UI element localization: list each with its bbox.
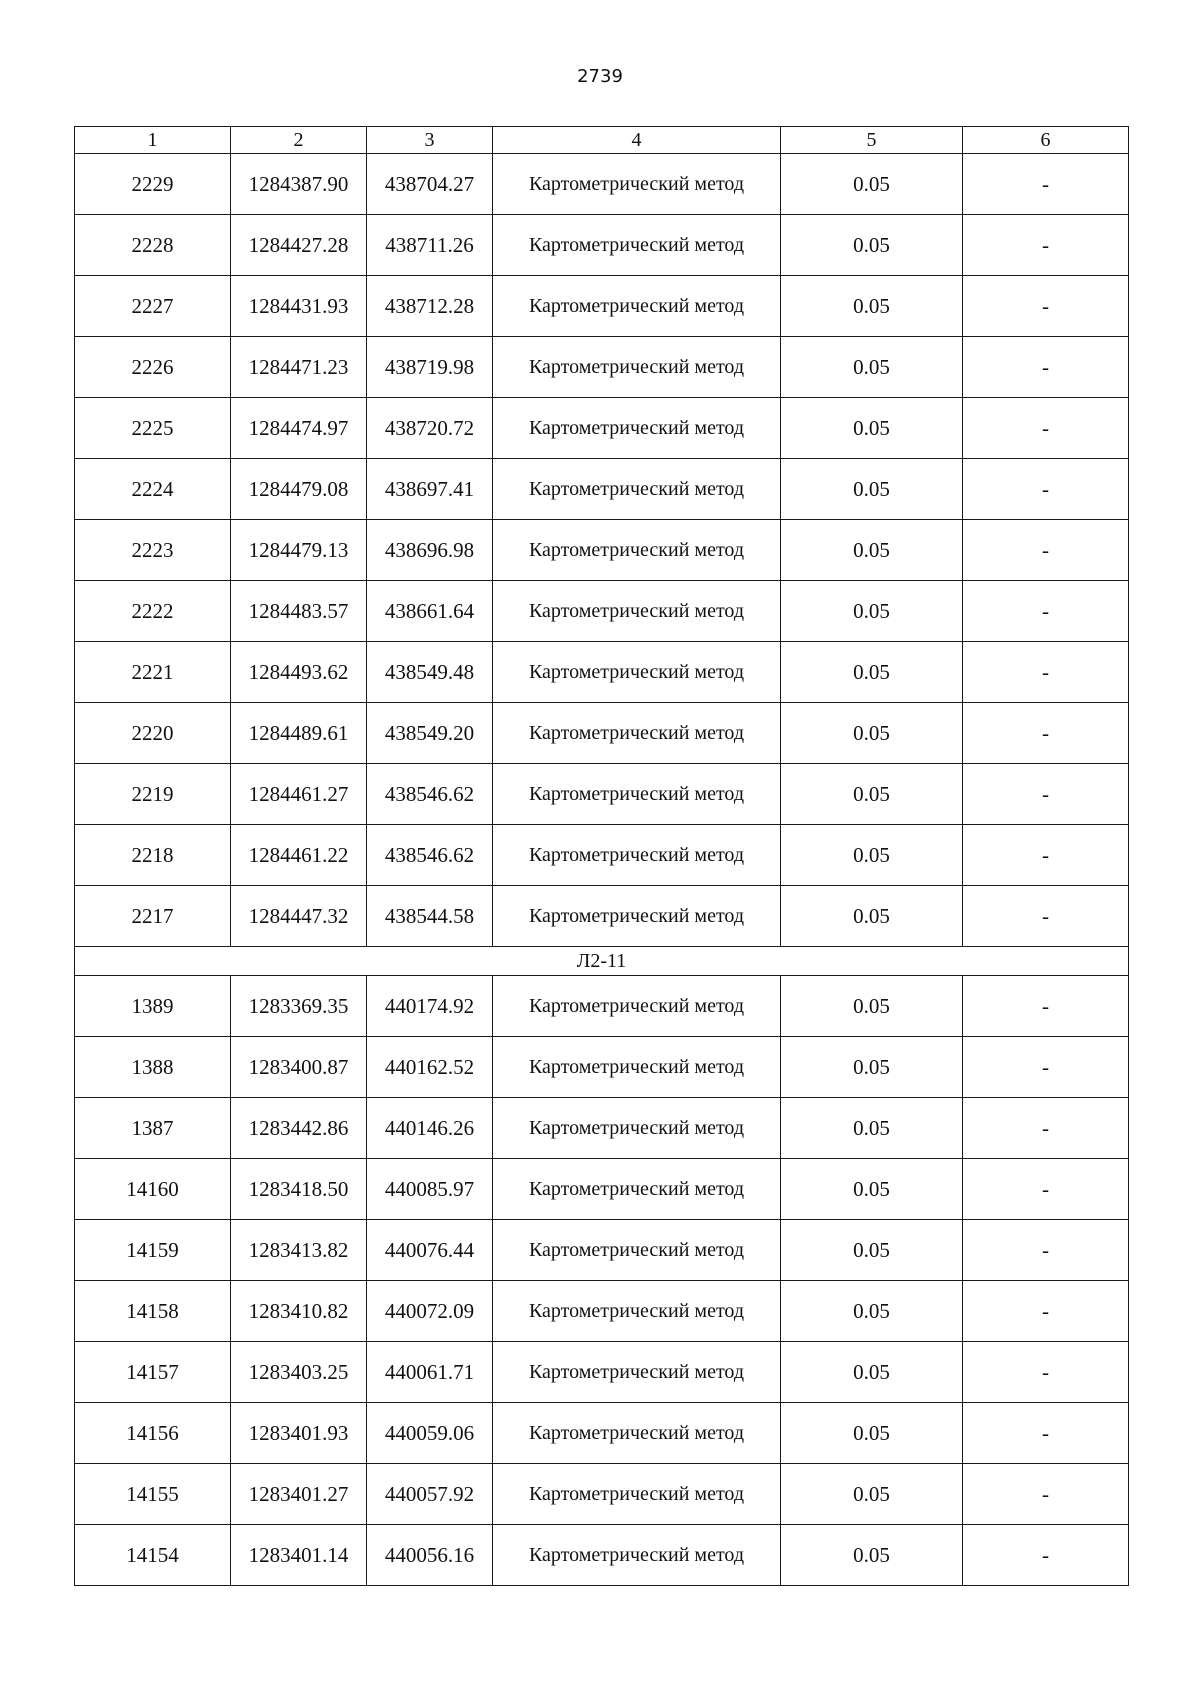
cell-point-number: 14156	[75, 1403, 231, 1464]
table-row	[75, 276, 1129, 337]
cell-point-number: 2225	[75, 398, 231, 459]
column-header: 2	[231, 127, 367, 154]
cell-note: -	[963, 459, 1129, 520]
cell-accuracy: 0.05	[781, 1220, 963, 1281]
cell-note: -	[963, 1403, 1129, 1464]
cell-point-number: 2219	[75, 764, 231, 825]
cell-point-number: 2218	[75, 825, 231, 886]
cell-method: Картометрический метод	[493, 276, 781, 337]
cell-x-coordinate: 1283401.14	[231, 1525, 367, 1586]
cell-method: Картометрический метод	[493, 1159, 781, 1220]
cell-method: Картометрический метод	[493, 1464, 781, 1525]
table-row	[75, 1037, 1129, 1098]
cell-note: -	[963, 520, 1129, 581]
cell-method: Картометрический метод	[493, 1098, 781, 1159]
table-row	[75, 1403, 1129, 1464]
cell-method: Картометрический метод	[493, 337, 781, 398]
cell-x-coordinate: 1283403.25	[231, 1342, 367, 1403]
table-row	[75, 1342, 1129, 1403]
cell-point-number: 14160	[75, 1159, 231, 1220]
cell-note: -	[963, 276, 1129, 337]
cell-method: Картометрический метод	[493, 886, 781, 947]
table-row	[75, 764, 1129, 825]
cell-y-coordinate: 438697.41	[367, 459, 493, 520]
cell-point-number: 2228	[75, 215, 231, 276]
cell-point-number: 14159	[75, 1220, 231, 1281]
cell-accuracy: 0.05	[781, 459, 963, 520]
cell-method: Картометрический метод	[493, 215, 781, 276]
cell-accuracy: 0.05	[781, 276, 963, 337]
cell-y-coordinate: 438712.28	[367, 276, 493, 337]
cell-note: -	[963, 1159, 1129, 1220]
cell-point-number: 2227	[75, 276, 231, 337]
cell-accuracy: 0.05	[781, 1037, 963, 1098]
cell-x-coordinate: 1283410.82	[231, 1281, 367, 1342]
cell-point-number: 2217	[75, 886, 231, 947]
cell-accuracy: 0.05	[781, 520, 963, 581]
cell-x-coordinate: 1284461.22	[231, 825, 367, 886]
table-row	[75, 1464, 1129, 1525]
cell-y-coordinate: 440085.97	[367, 1159, 493, 1220]
cell-method: Картометрический метод	[493, 398, 781, 459]
cell-accuracy: 0.05	[781, 764, 963, 825]
table-row	[75, 703, 1129, 764]
cell-accuracy: 0.05	[781, 642, 963, 703]
cell-method: Картометрический метод	[493, 581, 781, 642]
cell-x-coordinate: 1284471.23	[231, 337, 367, 398]
cell-y-coordinate: 440174.92	[367, 976, 493, 1037]
cell-accuracy: 0.05	[781, 1342, 963, 1403]
table-group-1	[75, 154, 1129, 947]
section-label: Л2-11	[75, 947, 1129, 976]
cell-method: Картометрический метод	[493, 1037, 781, 1098]
cell-method: Картометрический метод	[493, 1220, 781, 1281]
cell-y-coordinate: 438696.98	[367, 520, 493, 581]
table-row	[75, 1098, 1129, 1159]
cell-y-coordinate: 440061.71	[367, 1342, 493, 1403]
cell-x-coordinate: 1284427.28	[231, 215, 367, 276]
cell-y-coordinate: 440146.26	[367, 1098, 493, 1159]
cell-y-coordinate: 438546.62	[367, 764, 493, 825]
cell-method: Картометрический метод	[493, 1403, 781, 1464]
cell-point-number: 2222	[75, 581, 231, 642]
cell-note: -	[963, 581, 1129, 642]
cell-note: -	[963, 703, 1129, 764]
cell-y-coordinate: 438546.62	[367, 825, 493, 886]
cell-accuracy: 0.05	[781, 154, 963, 215]
cell-accuracy: 0.05	[781, 398, 963, 459]
cell-method: Картометрический метод	[493, 154, 781, 215]
cell-note: -	[963, 886, 1129, 947]
cell-note: -	[963, 1464, 1129, 1525]
cell-accuracy: 0.05	[781, 703, 963, 764]
cell-accuracy: 0.05	[781, 215, 963, 276]
cell-y-coordinate: 440057.92	[367, 1464, 493, 1525]
cell-accuracy: 0.05	[781, 1281, 963, 1342]
cell-y-coordinate: 440076.44	[367, 1220, 493, 1281]
cell-point-number: 2221	[75, 642, 231, 703]
table-row	[75, 398, 1129, 459]
cell-x-coordinate: 1283400.87	[231, 1037, 367, 1098]
cell-method: Картометрический метод	[493, 1525, 781, 1586]
table-row	[75, 581, 1129, 642]
cell-note: -	[963, 825, 1129, 886]
cell-y-coordinate: 438720.72	[367, 398, 493, 459]
cell-point-number: 14154	[75, 1525, 231, 1586]
cell-method: Картометрический метод	[493, 825, 781, 886]
table-section	[75, 947, 1129, 976]
table-group-2	[75, 976, 1129, 1586]
table-row	[75, 976, 1129, 1037]
cell-note: -	[963, 764, 1129, 825]
cell-note: -	[963, 1342, 1129, 1403]
cell-point-number: 2220	[75, 703, 231, 764]
page-number: 2739	[577, 66, 623, 87]
cell-y-coordinate: 438544.58	[367, 886, 493, 947]
table-row	[75, 886, 1129, 947]
cell-x-coordinate: 1283442.86	[231, 1098, 367, 1159]
table-row	[75, 520, 1129, 581]
column-header: 5	[781, 127, 963, 154]
column-header: 6	[963, 127, 1129, 154]
section-header-row	[75, 947, 1129, 976]
cell-note: -	[963, 154, 1129, 215]
cell-point-number: 1387	[75, 1098, 231, 1159]
cell-point-number: 2226	[75, 337, 231, 398]
cell-method: Картометрический метод	[493, 764, 781, 825]
cell-y-coordinate: 438719.98	[367, 337, 493, 398]
cell-y-coordinate: 438549.48	[367, 642, 493, 703]
cell-point-number: 1388	[75, 1037, 231, 1098]
cell-method: Картометрический метод	[493, 642, 781, 703]
table-row	[75, 1220, 1129, 1281]
table-row	[75, 1159, 1129, 1220]
table-row	[75, 1525, 1129, 1586]
cell-accuracy: 0.05	[781, 886, 963, 947]
cell-note: -	[963, 398, 1129, 459]
cell-y-coordinate: 440162.52	[367, 1037, 493, 1098]
column-header: 1	[75, 127, 231, 154]
cell-method: Картометрический метод	[493, 1281, 781, 1342]
cell-note: -	[963, 215, 1129, 276]
table-row	[75, 337, 1129, 398]
cell-point-number: 14155	[75, 1464, 231, 1525]
table-row	[75, 1281, 1129, 1342]
cell-accuracy: 0.05	[781, 1098, 963, 1159]
cell-accuracy: 0.05	[781, 1525, 963, 1586]
cell-method: Картометрический метод	[493, 1342, 781, 1403]
cell-note: -	[963, 1220, 1129, 1281]
cell-note: -	[963, 642, 1129, 703]
cell-x-coordinate: 1284461.27	[231, 764, 367, 825]
cell-accuracy: 0.05	[781, 976, 963, 1037]
cell-y-coordinate: 438661.64	[367, 581, 493, 642]
cell-x-coordinate: 1283401.93	[231, 1403, 367, 1464]
column-header: 4	[493, 127, 781, 154]
table-row	[75, 825, 1129, 886]
cell-point-number: 14158	[75, 1281, 231, 1342]
cell-point-number: 14157	[75, 1342, 231, 1403]
cell-point-number: 1389	[75, 976, 231, 1037]
cell-x-coordinate: 1284387.90	[231, 154, 367, 215]
cell-x-coordinate: 1283413.82	[231, 1220, 367, 1281]
cell-accuracy: 0.05	[781, 1403, 963, 1464]
cell-y-coordinate: 440056.16	[367, 1525, 493, 1586]
cell-x-coordinate: 1284489.61	[231, 703, 367, 764]
cell-point-number: 2223	[75, 520, 231, 581]
cell-x-coordinate: 1284493.62	[231, 642, 367, 703]
cell-y-coordinate: 438704.27	[367, 154, 493, 215]
cell-accuracy: 0.05	[781, 337, 963, 398]
cell-method: Картометрический метод	[493, 459, 781, 520]
cell-x-coordinate: 1283369.35	[231, 976, 367, 1037]
cell-x-coordinate: 1283418.50	[231, 1159, 367, 1220]
table-row	[75, 459, 1129, 520]
table-header-row	[75, 127, 1129, 154]
cell-note: -	[963, 1098, 1129, 1159]
cell-note: -	[963, 1281, 1129, 1342]
cell-accuracy: 0.05	[781, 581, 963, 642]
cell-method: Картометрический метод	[493, 520, 781, 581]
cell-method: Картометрический метод	[493, 703, 781, 764]
cell-x-coordinate: 1284447.32	[231, 886, 367, 947]
cell-y-coordinate: 440072.09	[367, 1281, 493, 1342]
cell-x-coordinate: 1284479.13	[231, 520, 367, 581]
cell-point-number: 2229	[75, 154, 231, 215]
cell-y-coordinate: 438711.26	[367, 215, 493, 276]
table-row	[75, 642, 1129, 703]
cell-accuracy: 0.05	[781, 1159, 963, 1220]
cell-x-coordinate: 1284483.57	[231, 581, 367, 642]
cell-x-coordinate: 1284474.97	[231, 398, 367, 459]
coordinates-table	[74, 126, 1129, 1586]
cell-note: -	[963, 337, 1129, 398]
column-header: 3	[367, 127, 493, 154]
cell-note: -	[963, 976, 1129, 1037]
cell-method: Картометрический метод	[493, 976, 781, 1037]
cell-x-coordinate: 1284431.93	[231, 276, 367, 337]
cell-point-number: 2224	[75, 459, 231, 520]
table-row	[75, 154, 1129, 215]
cell-x-coordinate: 1283401.27	[231, 1464, 367, 1525]
cell-y-coordinate: 440059.06	[367, 1403, 493, 1464]
cell-note: -	[963, 1037, 1129, 1098]
cell-y-coordinate: 438549.20	[367, 703, 493, 764]
cell-note: -	[963, 1525, 1129, 1586]
cell-accuracy: 0.05	[781, 1464, 963, 1525]
table-row	[75, 215, 1129, 276]
cell-x-coordinate: 1284479.08	[231, 459, 367, 520]
cell-accuracy: 0.05	[781, 825, 963, 886]
